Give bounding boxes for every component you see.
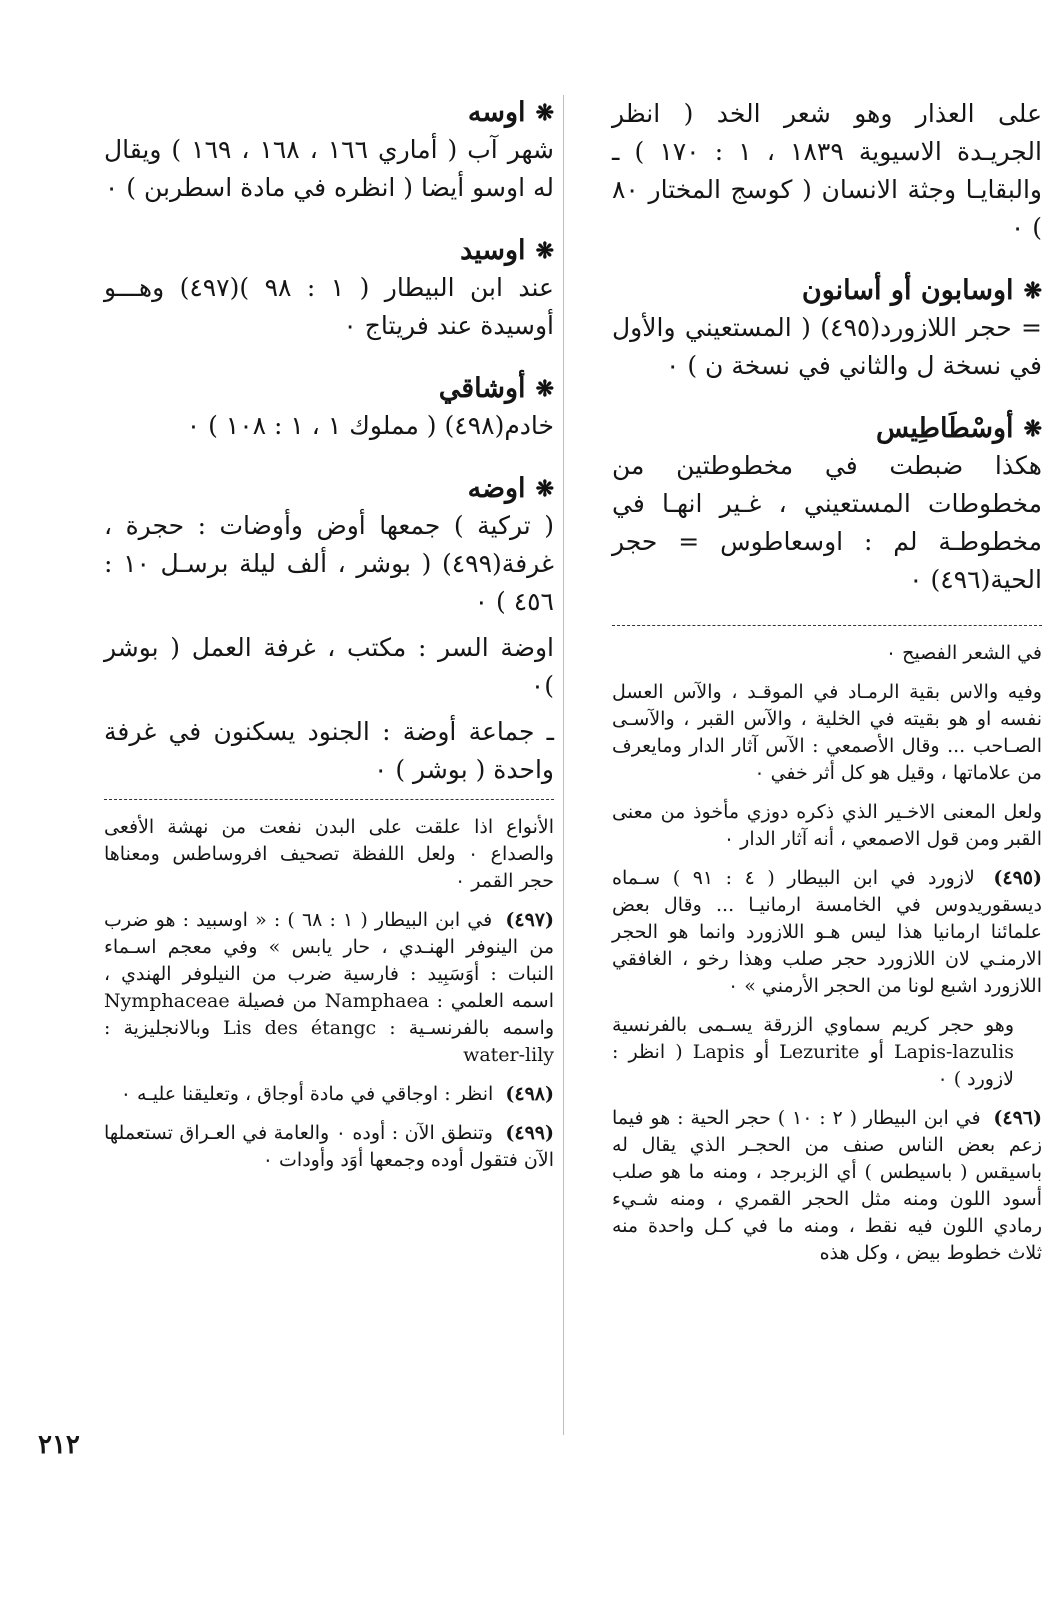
entry-subparagraph: ـ جماعة أوضة : الجنود يسكنون في غرفة واحدة ( بوشر ) ٠ [104,717,554,784]
footnote-number: (٤٩٥) [993,867,1042,889]
footnote-number: (٤٩٦) [993,1107,1042,1129]
asterisk-icon: ❋ [535,376,554,402]
footnote-number: (٤٩٩) [505,1122,554,1144]
entry-body: شهر آب ( أماري ١٦٦ ، ١٦٨ ، ١٦٩ ) ويقال له اوسو أيضا ( انظره في مادة اسطربن ) ٠ [104,135,554,202]
footnote [104,1081,554,1108]
footnote-paragraph: ولعل المعنى الاخـير الذي ذكره دوزي مأخوذ من معنى القبر ومن قول الاصمعي ، أنه آثار الدار ٠ [612,801,1042,850]
asterisk-icon: ❋ [1023,278,1042,304]
footnote [104,907,554,1069]
entry [612,411,1042,599]
entry-body: = حجر اللازورد(٤٩٥) ( المستعيني والأول في نسخة ل والثاني في نسخة ن ) ٠ [612,313,1042,380]
entry [104,371,554,445]
entry-continuation: على العذار وهو شعر الخد ( انظر الجريـدة الاسيوية ١٨٣٩ ، ١ : ١٧٠ ) ـ والبقايـا وجثة الانسان ( كوسج المختار ٨٠ ) ٠ [612,99,1042,242]
footnote-number: (٤٩٧) [505,909,554,931]
footnote-paragraph: وفيه والاس بقية الرمـاد في الموقـد ، والآس العسل نفسه او هو بقيته في الخلية ، والآس القبر ، والآسـى الصـاحب ... وقال الأصمعي : الآس آثار الدار ومايعرف من علاماتها ، وقيل هو كل أثر خفي ٠ [612,681,1042,784]
left-column [104,95,554,1186]
footnote-text: لازورد في ابن البيطار ( ٤ : ٩١ ) سـماه ديسقوريدوس في الخامسة ارمانيـا ... وقال بعض علمائنا ارمانيا هذا ليس هـو اللازورد وانما هو الحجر الارمنـي لان اللازورد حجر صلب وهذا رخو ، الغافقي اللازورد اشبع لونا من الحجر الأرمني » ٠ [612,867,1042,997]
footnote-text: وهو حجر كريم سماوي الزرقة يسـمى بالفرنسية Lapis-lazulis أو Lezurite أو Lapis ( انظر : لازورد ) ٠ [612,1014,1014,1090]
asterisk-icon: ❋ [1023,416,1042,442]
entry [104,233,554,345]
entry-subparagraph: اوضة السر : مكتب ، غرفة العمل ( بوشر )٠ [104,633,554,700]
footnote-text: في ابن البيطار ( ٢ : ١٠ ) حجر الحية : هو فيما زعم بعض الناس صنف من الحجـر الذي يقال له باسيقس ( باسيطس ) أي الزبرجد ، ومنه ما هو صلب أسود اللون ومنه مثل الحجر القمري ، ومنه شـيء رمادي اللون فيه نقط ، ومنه ما في كـل واحدة منه ثلاث خطوط بيض ، وكل هذه [612,1107,1042,1264]
footnote-number: (٤٩٨) [505,1083,554,1105]
footnote [612,1012,1042,1093]
entry-body: عند ابن البيطار ( ١ : ٩٨ )(٤٩٧) وهـــو أوسيدة عند فريتاج ٠ [104,273,554,340]
column-divider [563,95,564,1435]
footnote-text: انظر : اوجاقي في مادة أوجاق ، وتعليقنا عليـه ٠ [120,1083,494,1105]
entry-body: ( تركية ) جمعها أوض وأوضات : حجرة ، غرفة(٤٩٩) ( بوشر ، ألف ليلة برسـل ١٠ : ٤٥٦ ) ٠ [104,511,555,616]
footnote-continuation: في الشعر الفصيح ٠ [885,642,1042,664]
footnote [612,1105,1042,1267]
page-number: ٢١٢ [38,1430,80,1460]
entry-headword: اوضه [467,473,526,504]
entry [104,95,554,207]
entry-headword: اوسه [467,97,526,128]
asterisk-icon: ❋ [535,476,554,502]
right-column [612,95,1042,1279]
asterisk-icon: ❋ [535,238,554,264]
asterisk-icon: ❋ [535,100,554,126]
footnote-text: في ابن البيطار ( ١ : ٦٨ ) : « اوسبيد : هو ضرب من الينوفر الهنـدي ، حار يابس » وفي معجم اسـماء النبات : أوَسَبِيد : فارسية ضرب من النيلوفر الهندي ، اسمه العلمي : Namphaea من فصيلة Nymphaceae واسمه بالفرنسـية : Lis des étangc وبالانجليزية : water-lily [104,909,555,1066]
footnote-continuation: الأنواع اذا علقت على البدن نفعت من نهشة الأفعى والصداع ٠ ولعل اللفظة تصحيف افروساطس ومعناها حجر القمر ٠ [104,816,554,892]
entry-headword: اوسابون أو أسانون [801,275,1014,306]
entry-headword: أوسْطَاطِيس [875,413,1014,444]
footnote-text: وتنطق الآن : أوده ٠ والعامة في العـراق تستعملها الآن فتقول أوده وجمعها أوَد وأودات ٠ [104,1122,554,1171]
entry-body: هكذا ضبطت في مخطوطتين من مخطوطات المستعيني ، غـير انهـا في مخطوطـة لم : اوسعاطوس = حجر الحية(٤٩٦) ٠ [612,451,1042,594]
footnote-rule [612,625,1042,626]
entry-headword: اوسيد [460,235,526,266]
footnote [104,1120,554,1174]
footnote-rule [104,799,554,800]
entry-headword: أوشاقي [438,373,526,404]
entry [104,471,554,789]
entry-body: خادم(٤٩٨) ( مملوك ١ ، ١ : ١٠٨ ) ٠ [186,411,554,440]
entry [612,273,1042,385]
footnote [612,865,1042,1000]
